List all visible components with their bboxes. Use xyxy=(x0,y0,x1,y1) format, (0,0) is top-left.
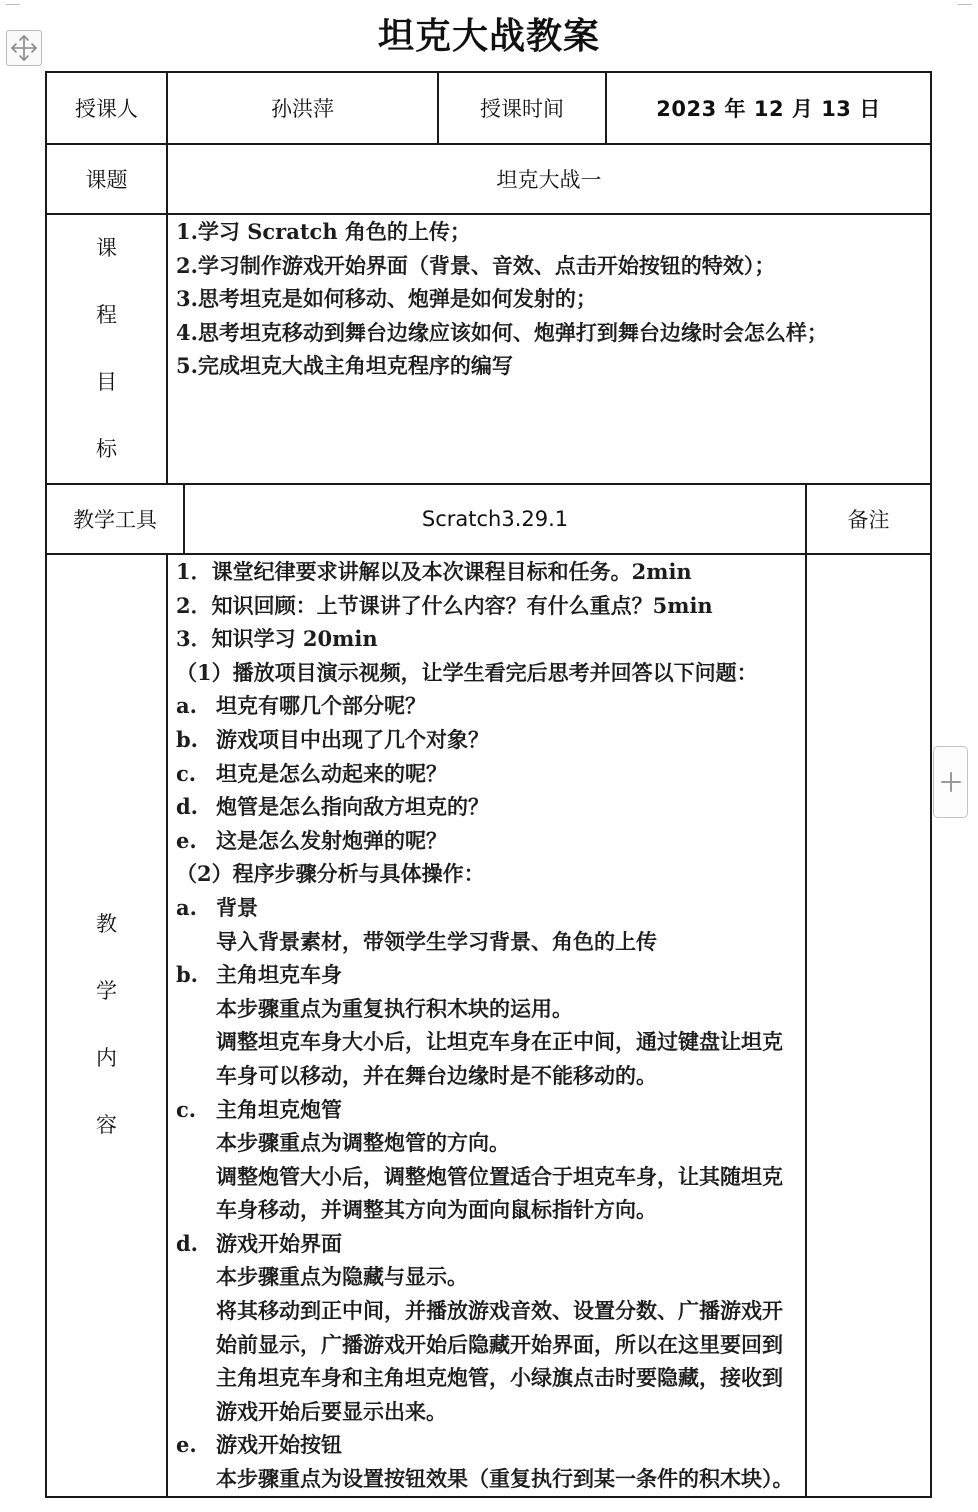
content-line xyxy=(168,689,805,723)
content-line-text: 背景 xyxy=(216,894,258,920)
content-line-text: 本步骤重点为隐藏与显示。 xyxy=(216,1264,468,1290)
content-line xyxy=(168,656,805,690)
content-line-text: 调整炮管大小后，调整炮管位置适合于坦克车身，让其随坦克 xyxy=(216,1163,783,1189)
content-line xyxy=(168,555,805,589)
plus-icon xyxy=(940,771,962,793)
content-label-char: 内 xyxy=(96,1046,117,1071)
goal-item: 4.思考坦克移动到舞台边缘应该如何、炮弹打到舞台边缘时会怎么样； xyxy=(176,319,828,345)
content-line-marker: a. xyxy=(176,693,197,719)
content-line xyxy=(168,790,805,824)
content-line xyxy=(168,1462,805,1496)
goals-label-char: 程 xyxy=(96,303,117,327)
content-line xyxy=(168,1328,805,1362)
goal-item: 1.学习 Scratch 角色的上传； xyxy=(176,219,471,244)
goals-label xyxy=(46,214,167,484)
content-line-text: 这是怎么发射炮弹的呢？ xyxy=(216,827,447,853)
content-line-marker: a. xyxy=(176,894,197,920)
content-line-text: 坦克是怎么动起来的呢？ xyxy=(216,760,447,786)
content-line xyxy=(168,1428,805,1462)
content-line xyxy=(168,1059,805,1093)
content-label-char: 容 xyxy=(96,1113,117,1138)
content-line-text: 坦克有哪几个部分呢？ xyxy=(216,693,426,719)
content-line-text: 3．知识学习 20min xyxy=(176,626,378,652)
content-line xyxy=(168,1025,805,1059)
content-line xyxy=(168,891,805,925)
content-label-char: 教 xyxy=(96,912,117,937)
tools-value: Scratch3.29.1 xyxy=(184,484,806,554)
content-line xyxy=(168,1361,805,1395)
content-label xyxy=(46,554,167,1497)
tools-row xyxy=(46,484,931,554)
content-line-marker: c. xyxy=(176,760,197,786)
document-title: 坦克大战教案 xyxy=(377,16,600,57)
goals-label-char: 课 xyxy=(96,236,117,260)
content-line xyxy=(168,589,805,623)
tools-label: 教学工具 xyxy=(46,484,184,554)
add-row-button[interactable] xyxy=(933,746,968,818)
content-line xyxy=(168,925,805,959)
topic-value: 坦克大战一 xyxy=(167,144,931,214)
content-line-text: 主角坦克车身 xyxy=(216,962,342,988)
content-line-text: （2）程序步骤分析与具体操作： xyxy=(176,861,485,887)
content-label-char: 学 xyxy=(96,979,117,1004)
content-lines xyxy=(168,555,805,1496)
content-line xyxy=(168,857,805,891)
content-line-text: 主角坦克炮管 xyxy=(216,1096,342,1122)
time-label: 授课时间 xyxy=(438,72,606,144)
goal-item: 3.思考坦克是如何移动、炮弹是如何发射的； xyxy=(176,286,597,312)
page-corner-mark-left xyxy=(6,4,20,5)
goals-label-char: 标 xyxy=(96,437,117,461)
content-line-marker: c. xyxy=(176,1096,197,1122)
content-line xyxy=(168,1126,805,1160)
content-list xyxy=(167,554,806,1497)
content-line xyxy=(168,1227,805,1261)
content-line-text: 1．课堂纪律要求讲解以及本次课程目标和任务。2min xyxy=(176,559,692,584)
content-line-text: 主角坦克车身和主角坦克炮管，小绿旗点击时要隐藏，接收到 xyxy=(216,1365,783,1391)
content-line xyxy=(168,958,805,992)
content-line xyxy=(168,622,805,656)
content-line-marker: e. xyxy=(176,1432,197,1458)
goals-label-char: 目 xyxy=(96,370,117,394)
header-row xyxy=(46,72,931,144)
notes-label: 备注 xyxy=(806,484,931,554)
content-line-text: 本步骤重点为重复执行积木块的运用。 xyxy=(216,995,573,1021)
content-line xyxy=(168,1395,805,1429)
content-line-marker: b. xyxy=(176,726,198,752)
content-line-text: 游戏开始界面 xyxy=(216,1230,342,1256)
content-line-text: 调整坦克车身大小后，让坦克车身在正中间，通过键盘让坦克 xyxy=(216,1029,783,1055)
content-line-text: 游戏项目中出现了几个对象？ xyxy=(216,726,489,752)
content-line-text: （1）播放项目演示视频，让学生看完后思考并回答以下问题： xyxy=(176,659,758,685)
notes-cell xyxy=(806,554,931,1497)
teacher-name: 孙洪萍 xyxy=(167,72,438,144)
content-line xyxy=(168,1160,805,1194)
page-corner-mark-right xyxy=(958,4,972,5)
content-line xyxy=(168,723,805,757)
content-line-text: 车身移动，并调整其方向为面向鼠标指针方向。 xyxy=(216,1197,657,1223)
content-line-text: 游戏开始后要显示出来。 xyxy=(216,1398,447,1424)
goals-row xyxy=(46,214,931,484)
content-row xyxy=(46,554,931,1497)
teacher-label: 授课人 xyxy=(46,72,167,144)
goal-item: 5.完成坦克大战主角坦克程序的编写 xyxy=(176,353,513,379)
content-line-marker: b. xyxy=(176,962,198,988)
content-line-marker: d. xyxy=(176,1230,198,1256)
content-line-text: 游戏开始按钮 xyxy=(216,1432,342,1458)
content-line xyxy=(168,757,805,791)
content-line xyxy=(168,1093,805,1127)
goal-item: 2.学习制作游戏开始界面（背景、音效、点击开始按钮的特效）； xyxy=(176,252,776,278)
lesson-date: 2023 年 12 月 13 日 xyxy=(606,72,931,144)
content-line-text: 车身可以移动，并在舞台边缘时是不能移动的。 xyxy=(216,1062,657,1088)
content-line xyxy=(168,992,805,1026)
content-line xyxy=(168,824,805,858)
topic-label: 课题 xyxy=(46,144,167,214)
content-line-marker: e. xyxy=(176,827,197,853)
content-line xyxy=(168,1193,805,1227)
content-line-text: 将其移动到正中间，并播放游戏音效、设置分数、广播游戏开 xyxy=(216,1298,783,1324)
content-line-text: 本步骤重点为调整炮管的方向。 xyxy=(216,1130,510,1156)
content-line-text: 始前显示，广播游戏开始后隐藏开始界面，所以在这里要回到 xyxy=(216,1331,783,1357)
content-line-text: 2．知识回顾：上节课讲了什么内容？有什么重点？5min xyxy=(176,592,713,618)
content-line xyxy=(168,1260,805,1294)
lesson-plan-table xyxy=(45,71,932,1498)
content-line xyxy=(168,1294,805,1328)
goals-list xyxy=(167,214,931,484)
content-line-text: 导入背景素材，带领学生学习背景、角色的上传 xyxy=(216,928,657,954)
content-line-text: 本步骤重点为设置按钮效果（重复执行到某一条件的积木块）。 xyxy=(216,1466,794,1492)
content-line-marker: d. xyxy=(176,794,198,820)
topic-row xyxy=(46,144,931,214)
content-line-text: 炮管是怎么指向敌方坦克的？ xyxy=(216,794,489,820)
